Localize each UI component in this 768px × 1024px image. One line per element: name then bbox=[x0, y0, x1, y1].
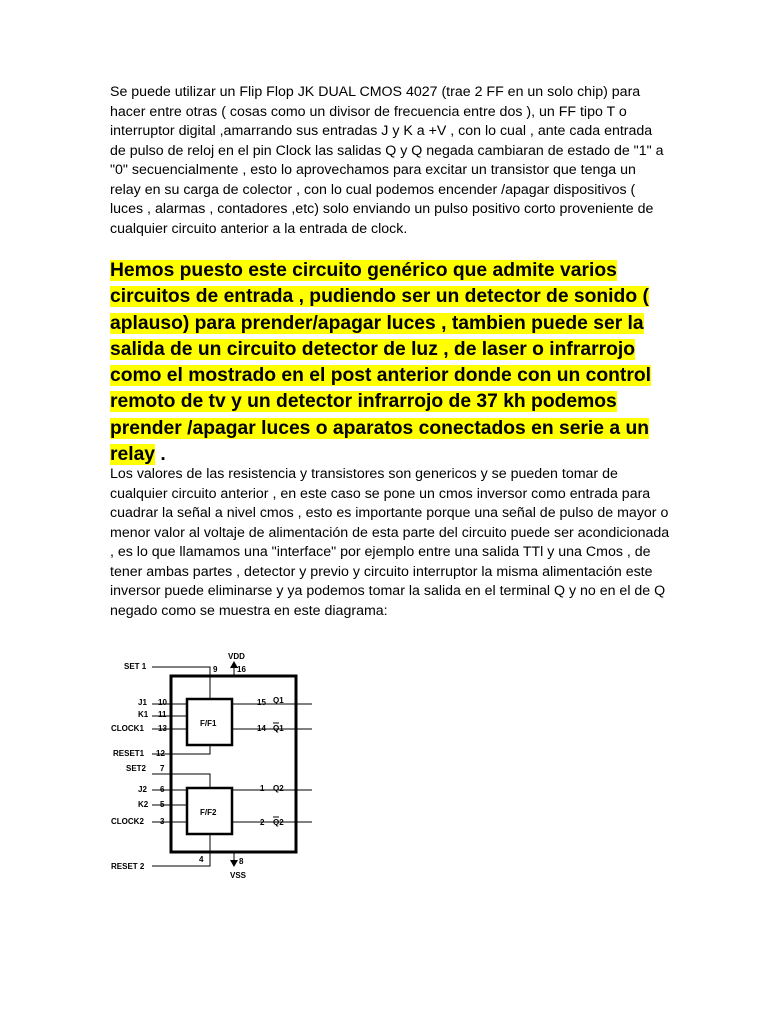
set1-label: SET 1 bbox=[124, 662, 147, 671]
set1-pin: 9 bbox=[213, 665, 218, 674]
reset1-pin: 12 bbox=[156, 749, 165, 758]
highlighted-text: Hemos puesto este circuito genérico que admite varios circuitos de entrada , pudiendo ser un detector de sonido ( aplauso) para prender/apagar luces , tambien puede ser la salida de un circuito detector de luz , de laser o infrarrojo como el mostrado en el post anterior donde con un control remoto de tv y un detector infrarrojo de 37 kh podemos prender /apagar luces o aparatos conectados en serie a un relay bbox=[110, 260, 651, 466]
q1-label: Q1 bbox=[273, 696, 284, 705]
vss-pin: 8 bbox=[239, 857, 244, 866]
k1-pin: 11 bbox=[158, 710, 167, 719]
vdd-label: VDD bbox=[228, 652, 245, 661]
j1-pin: 10 bbox=[158, 698, 167, 707]
highlight-end: . bbox=[155, 444, 166, 466]
ff2-label: F/F2 bbox=[200, 808, 217, 817]
clock1-pin: 13 bbox=[158, 724, 167, 733]
q2-label: Q2 bbox=[273, 784, 284, 793]
j2-pin: 6 bbox=[160, 785, 165, 794]
k2-label: K2 bbox=[138, 800, 149, 809]
q1n-pin: 14 bbox=[257, 724, 266, 733]
intro-paragraph: Se puede utilizar un Flip Flop JK DUAL CMOS 4027 (trae 2 FF en un solo chip) para hacer entre otras ( cosas como un divisor de frecuencia entre dos ), un FF tipo T o interruptor digital ,amarrando sus entradas J y K a +V , con lo cual , ante cada entrada de pulso de reloj en el pin Clock las salidas Q y Q negada cambiaran de estado de "1" a "0" secuencialmente , esto lo aprovechamos para excitar un transistor que tenga un relay en su carga de colector , con lo cual podemos encender /apagar dispositivos ( luces , alarmas , contadores ,etc) solo enviando un pulso positivo corto proveniente de cualquier circuito anterior a la entrada de clock. bbox=[110, 84, 664, 237]
set2-label: SET2 bbox=[126, 764, 147, 773]
clock1-label: CLOCK1 bbox=[111, 724, 144, 733]
clock2-label: CLOCK2 bbox=[111, 817, 144, 826]
k2-pin: 5 bbox=[160, 800, 165, 809]
ff1-label: F/F1 bbox=[200, 719, 217, 728]
vss-arrow-icon bbox=[230, 860, 238, 867]
clock2-pin: 3 bbox=[160, 817, 165, 826]
q1n-label: Q1 bbox=[273, 724, 284, 733]
set2-pin: 7 bbox=[160, 764, 165, 773]
j2-label: J2 bbox=[138, 785, 147, 794]
reset1-label: RESET1 bbox=[113, 749, 145, 758]
q1-pin: 15 bbox=[257, 698, 266, 707]
second-paragraph: Los valores de las resistencia y transistores son genericos y se pueden tomar de cualquier circuito anterior , en este caso se pone un cmos inversor como entrada para cuadrar la señal a nivel cmos , esto es importante porque una señal de pulso de mayor o menor valor al voltaje de alimentación de esta parte del circuito puede ser acondicionada , es lo que llamamos una "interface" por ejemplo entre una salida TTl y una Cmos , de tener ambas partes , detector y previo y circuito interruptor la misma alimentación este inversor puede eliminarse y ya podemos tomar la salida en el terminal Q y no en el de Q negado como se muestra en este diagrama: bbox=[110, 466, 670, 619]
j1-label: J1 bbox=[138, 698, 147, 707]
q2n-pin: 2 bbox=[260, 818, 265, 827]
reset2-label: RESET 2 bbox=[111, 862, 145, 871]
vdd-pin: 16 bbox=[237, 665, 246, 674]
vss-label: VSS bbox=[230, 871, 247, 880]
q2n-label: Q2 bbox=[273, 818, 284, 827]
reset2-pin: 4 bbox=[199, 855, 204, 864]
k1-label: K1 bbox=[138, 710, 149, 719]
q2-pin: 1 bbox=[260, 784, 265, 793]
internal-wiring bbox=[152, 666, 312, 866]
